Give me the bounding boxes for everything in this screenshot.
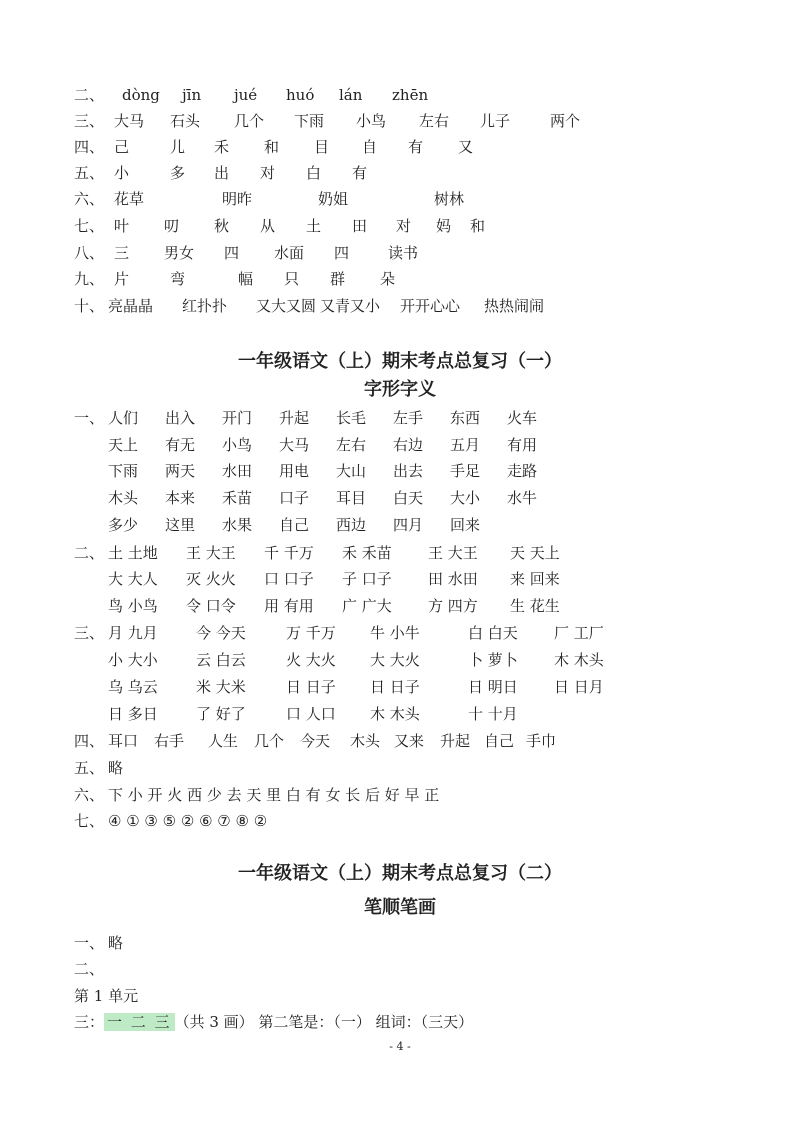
answer-item: 木头 bbox=[350, 732, 381, 750]
answer-item: 和 bbox=[470, 217, 486, 235]
answer-item: 对 bbox=[260, 164, 276, 182]
answer-item: 儿子 bbox=[480, 112, 511, 130]
q3-row bbox=[74, 620, 604, 646]
question-number: 七、 bbox=[74, 217, 105, 235]
answer-item: 王 大王 bbox=[428, 544, 478, 562]
answer-item: 又青又小 bbox=[320, 297, 381, 315]
question-number: 一、 bbox=[74, 409, 105, 427]
answer-item: 长毛 bbox=[336, 409, 367, 427]
answer-item: 小 大小 bbox=[108, 651, 158, 669]
answer-item: 万 千万 bbox=[286, 624, 336, 642]
answer-item: 水面 bbox=[274, 244, 305, 262]
question-number: 十、 bbox=[74, 297, 105, 315]
answer-item: jīn bbox=[182, 86, 202, 104]
answer-item: 小鸟 bbox=[356, 112, 387, 130]
answer-item: 木头 bbox=[108, 489, 139, 507]
answer-item: 大山 bbox=[336, 462, 367, 480]
q7-row bbox=[74, 808, 268, 834]
top-answer-line bbox=[74, 266, 396, 292]
question-number: 三、 bbox=[74, 112, 105, 130]
question-number: 二、 bbox=[74, 960, 105, 978]
answer-item: 禾苗 bbox=[222, 489, 253, 507]
question-number: 四、 bbox=[74, 138, 105, 156]
question-number: 二、 bbox=[74, 86, 105, 104]
top-answer-line bbox=[74, 240, 419, 266]
answer-item: 方 四方 bbox=[428, 597, 478, 615]
answer-item: 花草 bbox=[114, 190, 145, 208]
q6-row bbox=[74, 782, 440, 808]
answer-item: 自 bbox=[362, 138, 378, 156]
answer-item: 又来 bbox=[394, 732, 425, 750]
review1-subtitle: 字形字义 bbox=[364, 379, 436, 400]
answer-item: 四 bbox=[334, 244, 350, 262]
answer-item: 令 口令 bbox=[186, 597, 236, 615]
answer-item: 水牛 bbox=[507, 489, 538, 507]
answer-item: 五月 bbox=[450, 436, 481, 454]
answer-item: 红扑扑 bbox=[182, 297, 228, 315]
answer-item: 读书 bbox=[388, 244, 419, 262]
answer-item: 东西 bbox=[450, 409, 481, 427]
answer-item: 大 大人 bbox=[108, 570, 158, 588]
answer-item: 火 大火 bbox=[286, 651, 336, 669]
answer-item: 多少 bbox=[108, 516, 139, 534]
answer-item: 来 回来 bbox=[510, 570, 560, 588]
answer-item: 日 日子 bbox=[370, 678, 420, 696]
answer-item: 右边 bbox=[393, 436, 424, 454]
answer-item: 左手 bbox=[393, 409, 424, 427]
answer-item: dòng bbox=[122, 86, 160, 104]
q1-row bbox=[74, 405, 538, 431]
answer-item: 两天 bbox=[165, 462, 196, 480]
answer-item: 口 人口 bbox=[286, 705, 336, 723]
answer-item: 四 bbox=[224, 244, 240, 262]
answer-item: 水果 bbox=[222, 516, 253, 534]
top-answer-line bbox=[74, 160, 368, 186]
answer-item: 牛 小牛 bbox=[370, 624, 420, 642]
answer-item: 用电 bbox=[279, 462, 310, 480]
answer-item: 自己 bbox=[279, 516, 310, 534]
review2-title: 一年级语文（上）期末考点总复习（二） bbox=[238, 863, 562, 884]
answer-item: 厂 工厂 bbox=[554, 624, 604, 642]
answer-item: 田 水田 bbox=[428, 570, 478, 588]
answer-item: 树林 bbox=[434, 190, 465, 208]
answer-item: 王 大王 bbox=[186, 544, 236, 562]
answer-item: 升起 bbox=[279, 409, 310, 427]
answer-item: 今 今天 bbox=[196, 624, 246, 642]
answer-item: 生 花生 bbox=[510, 597, 560, 615]
answer-item: 亮晶晶 bbox=[108, 297, 154, 315]
answer-item: 回来 bbox=[450, 516, 481, 534]
answer-item: 禾 bbox=[214, 138, 230, 156]
answer-item: 略 bbox=[108, 759, 124, 777]
answer-item: 小鸟 bbox=[222, 436, 253, 454]
answer-item: 这里 bbox=[165, 516, 196, 534]
answer-item: 小 bbox=[114, 164, 130, 182]
answer-item: 群 bbox=[330, 270, 346, 288]
answer-item: 口 口子 bbox=[264, 570, 314, 588]
answer-item: ④ ① ③ ⑤ ② ⑥ ⑦ ⑧ ② bbox=[108, 812, 268, 830]
answer-item: 米 大米 bbox=[196, 678, 246, 696]
answer-item: 左右 bbox=[419, 112, 450, 130]
question-number: 七、 bbox=[74, 812, 105, 830]
question-number: 八、 bbox=[74, 244, 105, 262]
answer-item: 四月 bbox=[393, 516, 424, 534]
answer-item: 水田 bbox=[222, 462, 253, 480]
answer-item: 广 广大 bbox=[342, 597, 392, 615]
question-number: 一、 bbox=[74, 934, 105, 952]
answer-item: 热热闹闹 bbox=[484, 297, 545, 315]
question-number: 六、 bbox=[74, 786, 105, 804]
answer-item: 土 土地 bbox=[108, 544, 158, 562]
answer-item: 奶姐 bbox=[318, 190, 349, 208]
answer-item: 从 bbox=[260, 217, 276, 235]
r2-q1-row bbox=[74, 930, 124, 956]
answer-item: 两个 bbox=[550, 112, 581, 130]
answer-item: 日 日子 bbox=[286, 678, 336, 696]
question-number: 六、 bbox=[74, 190, 105, 208]
answer-item: 今天 bbox=[300, 732, 331, 750]
answer-item: 十 十月 bbox=[468, 705, 518, 723]
answer-item: 木 木头 bbox=[370, 705, 420, 723]
answer-item: 有用 bbox=[507, 436, 538, 454]
question-number: 三、 bbox=[74, 624, 105, 642]
answer-item: 木 木头 bbox=[554, 651, 604, 669]
unit-label: 第 1 单元 bbox=[74, 987, 139, 1005]
question-number: 四、 bbox=[74, 732, 105, 750]
answer-item: zhēn bbox=[392, 86, 429, 104]
answer-item: 白 白天 bbox=[468, 624, 518, 642]
answer-item: 手巾 bbox=[526, 732, 557, 750]
answer-item: 有 bbox=[408, 138, 424, 156]
answer-item: 有无 bbox=[165, 436, 196, 454]
answer-item: 云 白云 bbox=[196, 651, 246, 669]
answer-item: 白天 bbox=[393, 489, 424, 507]
answer-item: 日 多日 bbox=[108, 705, 158, 723]
answer-item: 耳口 bbox=[108, 732, 139, 750]
question-number: 五、 bbox=[74, 164, 105, 182]
answer-item: jué bbox=[234, 86, 258, 104]
page-number: - 4 - bbox=[389, 1040, 411, 1053]
question-number: 五、 bbox=[74, 759, 105, 777]
answer-item: 秋 bbox=[214, 217, 230, 235]
top-answer-line bbox=[74, 108, 581, 134]
top-answer-line bbox=[74, 82, 429, 108]
answer-item: 千 千万 bbox=[264, 544, 314, 562]
q2-row bbox=[74, 540, 560, 566]
question-number: 三： bbox=[74, 1013, 105, 1031]
top-answer-line bbox=[74, 213, 486, 239]
answer-item: 耳目 bbox=[336, 489, 367, 507]
answer-item: 用 有用 bbox=[264, 597, 314, 615]
answer-item: 儿 bbox=[170, 138, 186, 156]
answer-item: 土 bbox=[306, 217, 322, 235]
stroke-answer: （共 3 画） 第二笔是：（一） 组词：（三天） bbox=[174, 1013, 474, 1031]
answer-item: 子 口子 bbox=[342, 570, 392, 588]
answer-item: 西边 bbox=[336, 516, 367, 534]
answer-item: 大马 bbox=[279, 436, 310, 454]
answer-item: 灭 火火 bbox=[186, 570, 236, 588]
review2-subtitle: 笔顺笔画 bbox=[364, 897, 436, 918]
answer-item: 人们 bbox=[108, 409, 139, 427]
answer-item: 升起 bbox=[440, 732, 471, 750]
answer-item: 天上 bbox=[108, 436, 139, 454]
q5-row bbox=[74, 755, 124, 781]
answer-item: 明昨 bbox=[222, 190, 253, 208]
answer-item: 大马 bbox=[114, 112, 145, 130]
answer-item: 对 bbox=[396, 217, 412, 235]
answer-item: 只 bbox=[284, 270, 300, 288]
answer-item: 卜 萝卜 bbox=[468, 651, 518, 669]
answer-item: 三 bbox=[114, 244, 130, 262]
stroke-order-highlight: 一 二 三 bbox=[104, 1013, 175, 1031]
q4-row bbox=[74, 728, 557, 754]
top-answer-line bbox=[74, 186, 465, 212]
answer-item: 几个 bbox=[234, 112, 265, 130]
r2-q2-row bbox=[74, 956, 108, 982]
answer-item: 几个 bbox=[254, 732, 285, 750]
answer-item: 又大又圆 bbox=[256, 297, 317, 315]
r2-q3-row bbox=[74, 1009, 473, 1035]
answer-item: lán bbox=[339, 86, 363, 104]
answer-item: 目 bbox=[314, 138, 330, 156]
answer-item: 天 天上 bbox=[510, 544, 560, 562]
answer-item: 出入 bbox=[165, 409, 196, 427]
answer-item: 男女 bbox=[164, 244, 195, 262]
answer-item: 片 bbox=[114, 270, 130, 288]
answer-item: 妈 bbox=[436, 217, 452, 235]
answer-item: 略 bbox=[108, 934, 124, 952]
answer-item: 日 明日 bbox=[468, 678, 518, 696]
answer-item: 弯 bbox=[170, 270, 186, 288]
answer-item: 禾 禾苗 bbox=[342, 544, 392, 562]
answer-item: 了 好了 bbox=[196, 705, 246, 723]
answer-item: 又 bbox=[458, 138, 474, 156]
answer-item: 月 九月 bbox=[108, 624, 158, 642]
answer-item: 叨 bbox=[164, 217, 180, 235]
answer-item: 手足 bbox=[450, 462, 481, 480]
answer-item: 下 小 开 火 西 少 去 天 里 白 有 女 长 后 好 早 正 bbox=[108, 786, 440, 804]
answer-item: 左右 bbox=[336, 436, 367, 454]
answer-item: 大 大火 bbox=[370, 651, 420, 669]
answer-item: 火车 bbox=[507, 409, 538, 427]
answer-item: 大小 bbox=[450, 489, 481, 507]
answer-item: 走路 bbox=[507, 462, 538, 480]
review1-title: 一年级语文（上）期末考点总复习（一） bbox=[238, 351, 562, 372]
answer-item: 开门 bbox=[222, 409, 253, 427]
answer-item: 下雨 bbox=[294, 112, 325, 130]
top-answer-line bbox=[74, 293, 545, 319]
answer-item: 乌 乌云 bbox=[108, 678, 158, 696]
answer-item: 本来 bbox=[165, 489, 196, 507]
answer-item: 己 bbox=[114, 138, 130, 156]
answer-item: 出去 bbox=[393, 462, 424, 480]
answer-item: 出 bbox=[214, 164, 230, 182]
answer-item: huó bbox=[286, 86, 315, 104]
top-answer-line bbox=[74, 134, 474, 160]
answer-item: 人生 bbox=[208, 732, 239, 750]
answer-item: 自己 bbox=[484, 732, 515, 750]
answer-item: 有 bbox=[352, 164, 368, 182]
question-number: 九、 bbox=[74, 270, 105, 288]
answer-item: 口子 bbox=[279, 489, 310, 507]
answer-item: 和 bbox=[264, 138, 280, 156]
answer-item: 日 日月 bbox=[554, 678, 604, 696]
answer-item: 石头 bbox=[170, 112, 201, 130]
answer-item: 多 bbox=[170, 164, 186, 182]
answer-item: 朵 bbox=[380, 270, 396, 288]
answer-item: 开开心心 bbox=[400, 297, 461, 315]
answer-item: 幅 bbox=[238, 270, 254, 288]
answer-item: 鸟 小鸟 bbox=[108, 597, 158, 615]
answer-item: 下雨 bbox=[108, 462, 139, 480]
answer-item: 白 bbox=[306, 164, 322, 182]
answer-item: 右手 bbox=[154, 732, 185, 750]
question-number: 二、 bbox=[74, 544, 105, 562]
answer-item: 叶 bbox=[114, 217, 130, 235]
answer-item: 田 bbox=[352, 217, 368, 235]
